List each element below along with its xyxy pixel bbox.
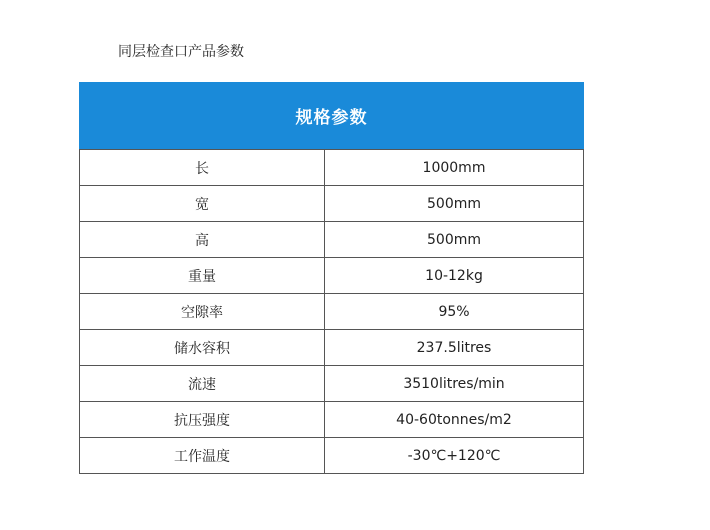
spec-label: 宽	[80, 186, 325, 222]
table-row	[80, 222, 584, 258]
spec-table	[79, 149, 584, 474]
table-row	[80, 330, 584, 366]
spec-value: 500mm	[325, 186, 584, 222]
spec-label: 空隙率	[80, 294, 325, 330]
spec-label: 储水容积	[80, 330, 325, 366]
spec-value: 3510litres/min	[325, 366, 584, 402]
table-row	[80, 402, 584, 438]
table-row	[80, 294, 584, 330]
spec-value: 1000mm	[325, 150, 584, 186]
spec-label: 抗压强度	[80, 402, 325, 438]
page-title: 同层检查口产品参数	[118, 44, 244, 60]
spec-table-header	[79, 82, 584, 149]
spec-label: 流速	[80, 366, 325, 402]
spec-value: -30℃+120℃	[325, 438, 584, 474]
spec-value: 95%	[325, 294, 584, 330]
spec-label: 高	[80, 222, 325, 258]
table-row	[80, 186, 584, 222]
spec-label: 重量	[80, 258, 325, 294]
spec-label: 工作温度	[80, 438, 325, 474]
table-row	[80, 438, 584, 474]
table-row	[80, 366, 584, 402]
spec-table-header-label: 规格参数	[295, 108, 368, 128]
spec-value: 500mm	[325, 222, 584, 258]
table-row	[80, 150, 584, 186]
spec-label: 长	[80, 150, 325, 186]
table-row	[80, 258, 584, 294]
spec-value: 10-12kg	[325, 258, 584, 294]
spec-value: 40-60tonnes/m2	[325, 402, 584, 438]
spec-value: 237.5litres	[325, 330, 584, 366]
spec-table-container	[79, 82, 584, 474]
